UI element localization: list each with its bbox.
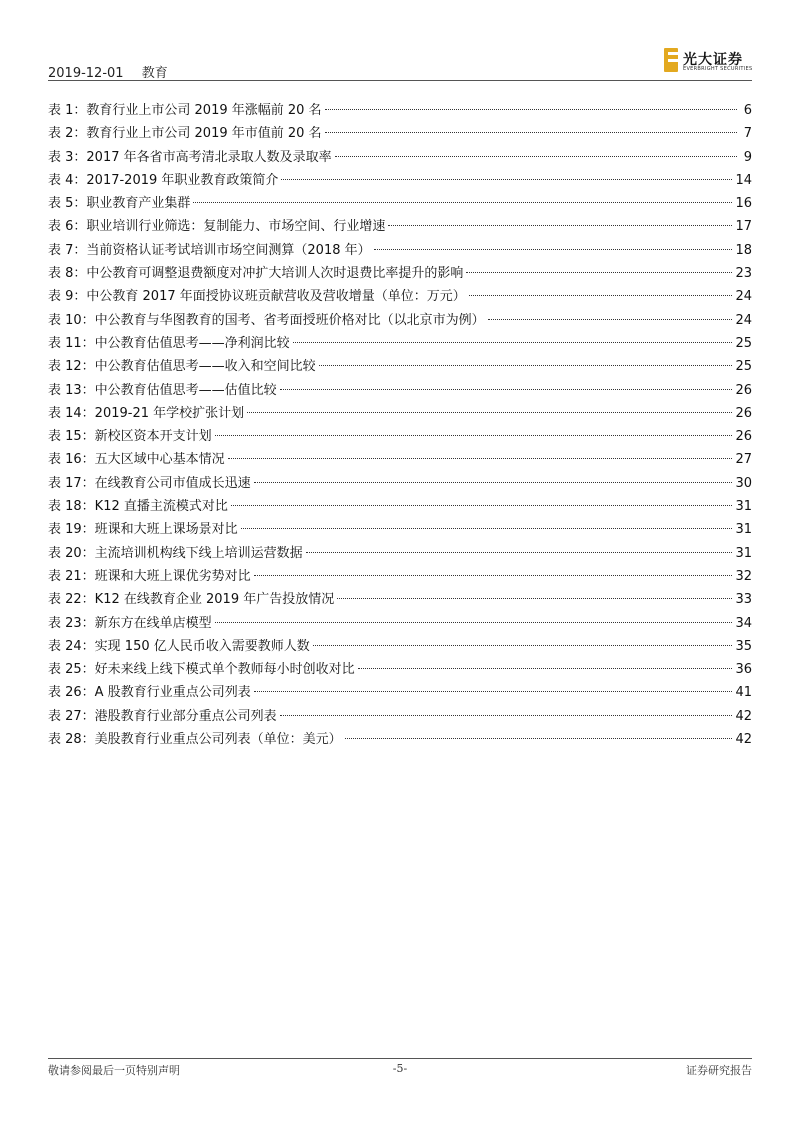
toc-entry-label: 表 7：当前资格认证考试培训市场空间测算（2018 年） <box>48 242 371 258</box>
toc-leader-dots <box>325 118 737 133</box>
toc-leader-dots <box>293 328 733 343</box>
toc-entry-page: 31 <box>735 499 752 515</box>
toc-entry-page: 26 <box>735 405 752 421</box>
toc-leader-dots <box>228 444 733 459</box>
toc-leader-dots <box>215 421 733 436</box>
toc-entry[interactable] <box>48 728 752 751</box>
toc-entry-label: 表 17：在线教育公司市值成长迅速 <box>48 475 251 491</box>
toc-leader-dots <box>325 95 737 110</box>
toc-entry-page: 35 <box>735 638 752 654</box>
toc-entry-page: 7 <box>743 126 752 142</box>
toc-leader-dots <box>488 305 733 320</box>
toc-leader-dots <box>241 514 733 529</box>
toc-entry-label: 表 5：职业教育产业集群 <box>48 196 191 212</box>
toc-entry-label: 表 9：中公教育 2017 年面授协议班贡献营收及营收增量（单位：万元） <box>48 289 466 305</box>
company-logo <box>664 48 754 74</box>
toc-entry-page: 30 <box>735 475 752 491</box>
toc-entry-label: 表 11：中公教育估值思考——净利润比较 <box>48 335 290 351</box>
toc-entry-label: 表 25：好未来线上线下模式单个教师每小时创收对比 <box>48 662 355 678</box>
toc-entry-label: 表 13：中公教育估值思考——估值比较 <box>48 382 277 398</box>
logo-name-cn: 光大证券 <box>683 52 743 68</box>
toc-entry-label: 表 12：中公教育估值思考——收入和空间比较 <box>48 359 316 375</box>
toc-entry-label: 表 23：新东方在线单店模型 <box>48 615 212 631</box>
toc-entry-label: 表 27：港股教育行业部分重点公司列表 <box>48 708 277 724</box>
toc-entry-page: 25 <box>735 359 752 375</box>
toc-entry-page: 17 <box>735 219 752 235</box>
toc-entry-label: 表 20：主流培训机构线下线上培训运营数据 <box>48 545 303 561</box>
toc-entry-page: 14 <box>735 172 752 188</box>
footer-report-type: 证券研究报告 <box>686 1064 752 1077</box>
toc-entry-page: 34 <box>735 615 752 631</box>
footer-divider <box>48 1058 752 1059</box>
toc-leader-dots <box>358 654 733 669</box>
toc-entry-page: 27 <box>735 452 752 468</box>
toc-entry-page: 6 <box>743 103 752 118</box>
toc-leader-dots <box>231 491 733 506</box>
toc-entry-page: 23 <box>735 266 752 282</box>
toc-leader-dots <box>280 375 733 390</box>
toc-leader-dots <box>254 561 733 576</box>
toc-leader-dots <box>388 211 732 226</box>
toc-entry-label: 表 6：职业培训行业筛选：复制能力、市场空间、行业增速 <box>48 219 386 235</box>
toc-entry-label: 表 24：实现 150 亿人民币收入需要教师人数 <box>48 638 310 654</box>
footer-disclaimer: 敬请参阅最后一页特别声明 <box>48 1064 180 1077</box>
toc-entry-label: 表 28：美股教育行业重点公司列表（单位：美元） <box>48 732 342 748</box>
toc-leader-dots <box>335 142 737 157</box>
page-header <box>48 62 752 81</box>
toc-entry-page: 26 <box>735 382 752 398</box>
toc-entry-label: 表 22：K12 在线教育企业 2019 年广告投放情况 <box>48 592 335 608</box>
toc-entry-page: 24 <box>735 289 752 305</box>
toc-entry-page: 42 <box>735 708 752 724</box>
toc-leader-dots <box>281 165 732 180</box>
toc-entry-page: 18 <box>735 242 752 258</box>
page-number: -5- <box>392 1062 408 1075</box>
toc-entry-page: 41 <box>735 685 752 701</box>
toc-entry-page: 26 <box>735 429 752 445</box>
toc-leader-dots <box>306 538 733 553</box>
toc-entry-label: 表 18：K12 直播主流模式对比 <box>48 499 228 515</box>
logo-name-en: EVERBRIGHT SECURITIES <box>683 66 753 72</box>
toc-entry-page: 9 <box>743 149 752 165</box>
logo-mark-icon <box>664 48 678 72</box>
toc-entry-page: 16 <box>735 196 752 212</box>
table-of-contents <box>48 99 752 751</box>
toc-entry-label: 表 1：教育行业上市公司 2019 年涨幅前 20 名 <box>48 103 322 118</box>
toc-entry-label: 表 4：2017-2019 年职业教育政策简介 <box>48 172 279 188</box>
toc-leader-dots <box>469 281 733 296</box>
toc-entry-page: 36 <box>735 662 752 678</box>
toc-leader-dots <box>193 188 732 203</box>
toc-entry-page: 33 <box>735 592 752 608</box>
toc-entry-label: 表 2：教育行业上市公司 2019 年市值前 20 名 <box>48 126 322 142</box>
toc-leader-dots <box>313 631 733 646</box>
toc-leader-dots <box>319 351 733 366</box>
report-category: 教育 <box>141 66 168 81</box>
toc-leader-dots <box>345 724 733 739</box>
toc-entry-page: 25 <box>735 335 752 351</box>
toc-entry-label: 表 19：班课和大班上课场景对比 <box>48 522 238 538</box>
toc-entry-label: 表 10：中公教育与华图教育的国考、省考面授班价格对比（以北京市为例） <box>48 312 485 328</box>
toc-entry-page: 24 <box>735 312 752 328</box>
toc-entry-label: 表 21：班课和大班上课优劣势对比 <box>48 568 251 584</box>
toc-leader-dots <box>247 398 732 413</box>
report-date: 2019-12-01 <box>48 66 124 81</box>
toc-leader-dots <box>280 701 733 716</box>
toc-leader-dots <box>337 584 732 599</box>
toc-entry-page: 31 <box>735 522 752 538</box>
toc-entry-label: 表 14：2019-21 年学校扩张计划 <box>48 405 245 421</box>
toc-entry-label: 表 16：五大区域中心基本情况 <box>48 452 225 468</box>
toc-entry-page: 32 <box>735 568 752 584</box>
toc-entry-label: 表 3：2017 年各省市高考清北录取人数及录取率 <box>48 149 332 165</box>
toc-entry-page: 42 <box>735 732 752 748</box>
toc-leader-dots <box>215 608 733 623</box>
toc-entry-page: 31 <box>735 545 752 561</box>
toc-leader-dots <box>374 235 733 250</box>
toc-entry-label: 表 15：新校区资本开支计划 <box>48 429 212 445</box>
toc-leader-dots <box>254 677 733 692</box>
toc-leader-dots <box>466 258 732 273</box>
header-divider <box>48 80 752 81</box>
toc-entry-label: 表 8：中公教育可调整退费额度对冲扩大培训人次时退费比率提升的影响 <box>48 266 464 282</box>
toc-entry-label: 表 26：A 股教育行业重点公司列表 <box>48 685 251 701</box>
toc-leader-dots <box>254 468 733 483</box>
